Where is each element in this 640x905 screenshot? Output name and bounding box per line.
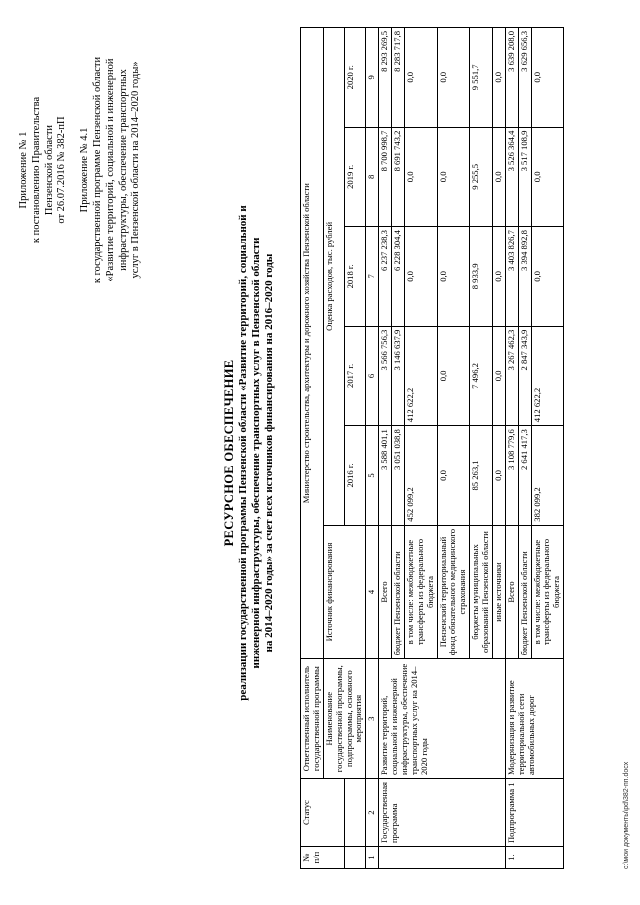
- header-num: № п/п: [301, 846, 345, 868]
- appendix-line: к государственной программе Пензенской области: [91, 56, 103, 283]
- appendix-line: Пензенской области: [43, 124, 55, 215]
- row-source: Всего: [505, 525, 518, 659]
- row-value: 7 496,2: [470, 326, 493, 426]
- row-num: 1.: [505, 846, 563, 868]
- row-value: 0,0: [492, 27, 505, 127]
- row-value: 6 237 238,3: [379, 226, 392, 326]
- row-value: 0,0: [404, 127, 437, 227]
- row-value: 0,0: [492, 326, 505, 426]
- header-blank: [345, 846, 366, 868]
- appendix-block: [18, 35, 143, 305]
- appendix-line: от 26.07.2016 № 382-пП: [56, 115, 68, 224]
- row-source: Всего: [379, 525, 392, 659]
- row-value: 3 394 892,8: [518, 226, 531, 326]
- row-value: 2 641 417,3: [518, 425, 531, 525]
- header-source: Источник финансирования: [323, 525, 366, 659]
- row-source: в том числе: межбюджетные трансферты из федерального бюджета: [531, 525, 564, 659]
- row-value: 3 588 401,1: [379, 425, 392, 525]
- title-line: инженерной инфраструктуры, обеспечение транспортных услуг в Пензенской области: [249, 237, 262, 668]
- row-value: 0,0: [437, 326, 470, 426]
- row-value: 412 622,2: [404, 326, 437, 426]
- row-status: Подпрограмма 1: [505, 778, 563, 846]
- row-value: 9 551,7: [470, 27, 493, 127]
- row-value: 85 263,1: [470, 425, 493, 525]
- row-value: 8 691 743,2: [392, 127, 405, 227]
- appendix-line: Приложение № 4.1: [79, 127, 91, 212]
- column-number: 5: [366, 425, 379, 525]
- row-value: 8 933,9: [470, 226, 493, 326]
- row-value: 0,0: [404, 226, 437, 326]
- header-year: 2017 г.: [345, 326, 366, 426]
- column-number: 7: [366, 226, 379, 326]
- column-number: 4: [366, 525, 379, 659]
- landscape-content: [10, 17, 630, 889]
- header-responsible: Ответственный исполнитель государственной программы: [301, 658, 324, 778]
- header-estimate: Оценка расходов, тыс. рублей: [323, 27, 344, 525]
- row-value: 9 255,5: [470, 127, 493, 227]
- row-value: 3 108 779,6: [505, 425, 518, 525]
- row-value: 3 146 637,9: [392, 326, 405, 426]
- file-path-footer: c:\мои документы\pd\382-пп.docx: [623, 761, 630, 869]
- column-number: 6: [366, 326, 379, 426]
- appendix-line: к постановлению Правительства: [30, 96, 42, 243]
- column-number: 1: [366, 846, 379, 868]
- column-number: 2: [366, 778, 379, 846]
- row-value: 3 639 208,0: [505, 27, 518, 127]
- appendix-line: инфраструктуры, обеспечение транспортных: [117, 68, 129, 271]
- row-value: 3 629 656,3: [518, 27, 531, 127]
- resource-table: [300, 27, 564, 869]
- row-value: 0,0: [437, 226, 470, 326]
- row-value: 8 283 717,8: [392, 27, 405, 127]
- row-value: 0,0: [437, 425, 470, 525]
- column-number: 8: [366, 127, 379, 227]
- column-number: 9: [366, 27, 379, 127]
- row-value: 2 847 343,9: [518, 326, 531, 426]
- row-value: 0,0: [531, 226, 564, 326]
- row-value: 3 566 756,3: [379, 326, 392, 426]
- column-number-row: [366, 27, 379, 868]
- row-value: 0,0: [531, 127, 564, 227]
- row-value: 0,0: [531, 27, 564, 127]
- row-value: 382 099,2: [531, 425, 564, 525]
- row-value: 452 099,2: [404, 425, 437, 525]
- row-source: в том числе: межбюджетные трансферты из федерального бюджета: [404, 525, 437, 659]
- row-num: [379, 846, 506, 868]
- column-number: 3: [366, 658, 379, 778]
- row-source: иные источники: [492, 525, 505, 659]
- row-value: 0,0: [437, 27, 470, 127]
- appendix-line: услуг в Пензенской области на 2014–2020 годы»: [130, 60, 142, 279]
- row-value: 3 403 826,7: [505, 226, 518, 326]
- row-value: 3 267 462,3: [505, 326, 518, 426]
- row-value: 412 622,2: [531, 326, 564, 426]
- row-name: Развитие территорий, социальной и инженерной инфраструктуры, обеспечение транспортных услуг на 2014–2020 годы: [379, 658, 506, 778]
- row-source: бюджет Пензенской области: [518, 525, 531, 659]
- row-value: 0,0: [404, 27, 437, 127]
- row-source: Пензенский территориальный фонд обязательного медицинского страхования: [437, 525, 470, 659]
- appendix-line: «Развитие территорий, социальной и инженерной: [104, 57, 116, 282]
- header-year: 2016 г.: [345, 425, 366, 525]
- row-value: 0,0: [492, 226, 505, 326]
- row-value: 0,0: [492, 127, 505, 227]
- row-name: Модернизация и развитие территориальной сети автомобильных дорог: [505, 658, 563, 778]
- title-heading: РЕСУРСНОЕ ОБЕСПЕЧЕНИЕ: [222, 359, 236, 546]
- header-status: Статус: [301, 778, 345, 846]
- header-blank: [345, 778, 366, 846]
- header-name: Наименование государственной программы, подпрограммы, основного мероприятия: [323, 658, 366, 778]
- row-status: Государственная программа: [379, 778, 506, 846]
- header-year: 2018 г.: [345, 226, 366, 326]
- row-value: 3 051 038,8: [392, 425, 405, 525]
- header-year: 2019 г.: [345, 127, 366, 227]
- title-line: реализации государственной программы Пензенской области «Развитие территорий, социальной и: [236, 204, 249, 701]
- row-value: 8 293 269,5: [379, 27, 392, 127]
- title-line: на 2014–2020 годы» за счет всех источников финансирования на 2016–2020 годы: [262, 253, 275, 652]
- row-value: 8 700 998,7: [379, 127, 392, 227]
- row-value: 0,0: [492, 425, 505, 525]
- document-title: [222, 127, 276, 779]
- row-value: 3 526 364,4: [505, 127, 518, 227]
- appendix-line: Приложение № 1: [18, 131, 29, 208]
- table-row: [505, 27, 518, 868]
- header-year: 2020 г.: [345, 27, 366, 127]
- row-source: бюджеты муниципальных образований Пензенской области: [470, 525, 493, 659]
- row-value: 3 517 108,9: [518, 127, 531, 227]
- header-responsible-value: Министерство строительства, архитектуры и дорожного хозяйства Пензенской области: [301, 27, 324, 658]
- row-value: 0,0: [437, 127, 470, 227]
- row-value: 6 228 304,4: [392, 226, 405, 326]
- table-row: [379, 27, 392, 868]
- row-source: бюджет Пензенской области: [392, 525, 405, 659]
